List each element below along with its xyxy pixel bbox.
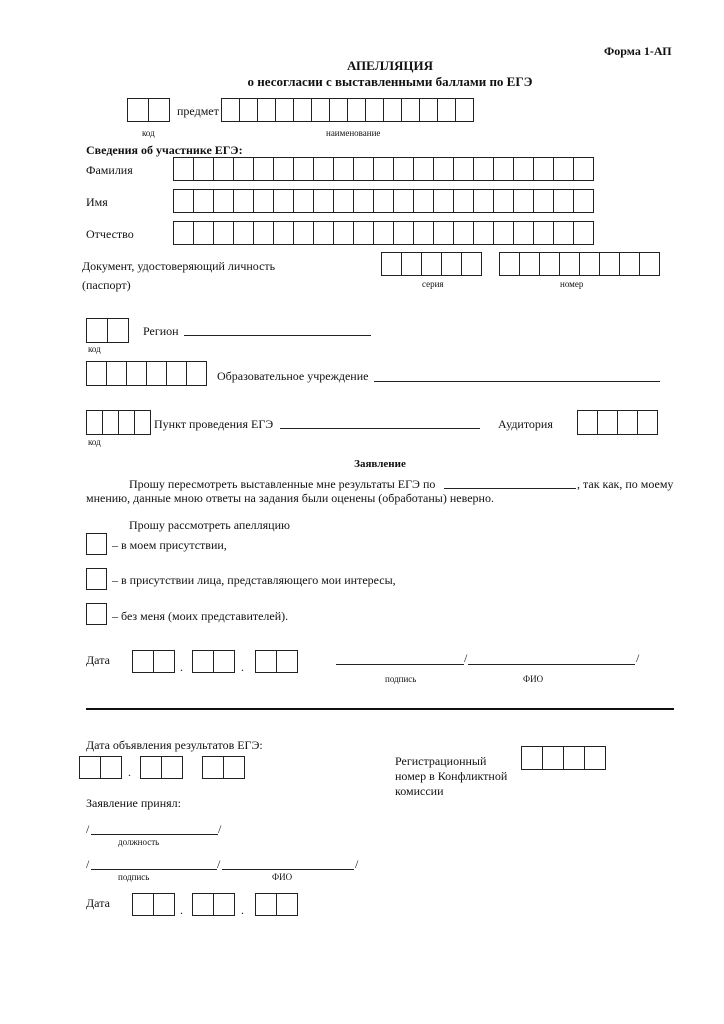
subject-code-cells[interactable] (127, 98, 169, 122)
document-label-2: (паспорт) (82, 278, 131, 292)
results-day-cells[interactable] (79, 756, 121, 779)
document-label: Документ, удостоверяющий личность (82, 259, 276, 273)
accepter-fio-line[interactable] (222, 869, 354, 870)
statement-heading: Заявление (354, 458, 406, 470)
subject-code-caption: код (142, 128, 155, 138)
results-year-cells[interactable] (202, 756, 244, 779)
patronymic-label: Отчество (86, 227, 134, 241)
region-code-caption: код (88, 344, 101, 354)
fio-caption: ФИО (523, 674, 544, 684)
exam-point-label: Пункт проведения ЕГЭ (154, 417, 274, 431)
option-presence-label: – в моем присутствии, (112, 538, 227, 552)
slash: / (86, 822, 90, 836)
page-title: АПЕЛЛЯЦИЯ (346, 58, 434, 73)
slash: / (464, 651, 468, 665)
date-separator: . (180, 903, 183, 917)
section-divider (86, 708, 674, 710)
subject-name-caption: наименование (326, 128, 381, 138)
date-separator: . (180, 660, 183, 674)
position-caption: должность (118, 837, 160, 847)
date-day-cells[interactable] (132, 650, 174, 673)
option-absent-label: – без меня (моих представителей). (112, 609, 289, 623)
option-absent-checkbox[interactable] (86, 603, 107, 625)
name-cells[interactable] (173, 189, 593, 213)
date-separator: . (241, 660, 244, 674)
signature-caption: подпись (385, 674, 417, 684)
slash: / (355, 857, 359, 871)
registration-label-1: Регистрационный (395, 754, 487, 768)
results-date-label: Дата объявления результатов ЕГЭ: (86, 738, 263, 752)
slash: / (636, 651, 640, 665)
region-label: Регион (143, 324, 179, 338)
auditorium-cells[interactable] (577, 410, 657, 435)
form-code: Форма 1-АП (604, 44, 672, 58)
accept-year-cells[interactable] (255, 893, 297, 916)
accepted-label: Заявление принял: (86, 796, 181, 810)
number-caption: номер (560, 279, 584, 289)
series-caption: серия (422, 279, 444, 289)
school-label: Образовательное учреждение (217, 369, 369, 383)
subject-label: предмет (177, 104, 219, 118)
passport-number-cells[interactable] (499, 252, 659, 276)
page-subtitle: о несогласии с выставленными баллами по ЕГЭ (247, 74, 533, 89)
region-name-line[interactable] (184, 335, 371, 336)
school-name-line[interactable] (374, 381, 660, 382)
accept-day-cells[interactable] (132, 893, 174, 916)
name-label: Имя (86, 195, 108, 209)
date-separator: . (241, 903, 244, 917)
surname-cells[interactable] (173, 157, 593, 181)
exam-point-code-caption: код (88, 437, 101, 447)
statement-text-1b: , так как, по моему (577, 477, 674, 491)
registration-number-cells[interactable] (521, 746, 605, 770)
statement-text-1a: Прошу пересмотреть выставленные мне результаты ЕГЭ по (129, 477, 436, 491)
passport-series-cells[interactable] (381, 252, 481, 276)
exam-subject-line[interactable] (444, 488, 576, 489)
date-label-2: Дата (86, 896, 110, 910)
exam-point-code-cells[interactable] (86, 410, 150, 435)
accept-month-cells[interactable] (192, 893, 234, 916)
appeal-request: Прошу рассмотреть апелляцию (129, 518, 290, 532)
school-code-cells[interactable] (86, 361, 206, 386)
exam-point-line[interactable] (280, 428, 480, 429)
registration-label-3: комиссии (395, 784, 444, 798)
date-year-cells[interactable] (255, 650, 297, 673)
fio-line[interactable] (468, 664, 635, 665)
accepter-signature-caption: подпись (118, 872, 150, 882)
date-separator: . (128, 765, 131, 779)
position-line[interactable] (91, 834, 218, 835)
auditorium-label: Аудитория (498, 417, 553, 431)
option-representative-label: – в присутствии лица, представляющего мои интересы, (112, 573, 396, 587)
slash: / (86, 857, 90, 871)
region-code-cells[interactable] (86, 318, 128, 343)
slash: / (217, 857, 221, 871)
slash: / (218, 822, 222, 836)
option-representative-checkbox[interactable] (86, 568, 107, 590)
date-month-cells[interactable] (192, 650, 234, 673)
date-label: Дата (86, 653, 110, 667)
surname-label: Фамилия (86, 163, 133, 177)
patronymic-cells[interactable] (173, 221, 593, 245)
accepter-signature-line[interactable] (91, 869, 217, 870)
participant-heading: Сведения об участнике ЕГЭ: (86, 143, 243, 157)
registration-label-2: номер в Конфликтной (395, 769, 508, 783)
signature-line[interactable] (336, 664, 464, 665)
statement-text-2: мнению, данные мною ответы на задания были оценены (обработаны) неверно. (86, 491, 494, 505)
subject-name-cells[interactable] (221, 98, 473, 122)
option-presence-checkbox[interactable] (86, 533, 107, 555)
results-month-cells[interactable] (140, 756, 182, 779)
accepter-fio-caption: ФИО (272, 872, 293, 882)
